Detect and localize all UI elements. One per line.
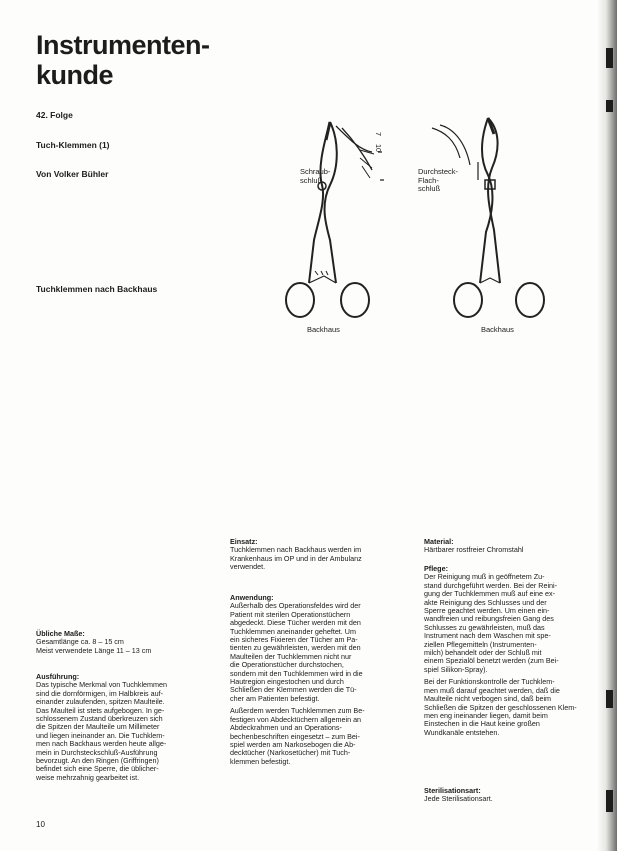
text-line: milch) behandelt oder der Schluß mit [424, 648, 542, 658]
text-line: Härtbarer rostfreier Chromstahl [424, 545, 524, 555]
column-care [424, 565, 604, 737]
size-mark: 10 [374, 144, 383, 152]
text-line: men eng ineinander liegen, damit beim [424, 710, 548, 720]
sterilization-heading: Sterilisationsart: [424, 786, 481, 795]
text-line: einander zulaufenden, spitzen Maulteile. [36, 697, 165, 707]
column-dimensions [36, 630, 216, 655]
application-heading: Anwendung: [230, 593, 274, 602]
label-line: schluß [418, 184, 441, 194]
text-line: abgedeckt. Diese Tücher werden mit den [230, 618, 361, 628]
text-line: akte Reinigung des Schlusses und der [424, 597, 547, 607]
text-line: sind die dornförmigen, im Halbkreis auf- [36, 688, 164, 698]
text-line: ziellen Pflegemitteln (Instrumenten- [424, 639, 537, 649]
text-line: Das typische Merkmal von Tuchklemmen [36, 680, 168, 690]
text-line: stand durchgeführt werden. Bei der Reini- [424, 580, 558, 590]
text-line: Tuchklemmen aneinander geheftet. Um [230, 626, 356, 636]
text-line: Schließen die Spitzen der geschlossenen Klem- [424, 702, 577, 712]
text-line: bevorzugt. An den Ringen (Griffringen) [36, 756, 159, 766]
column-design [36, 673, 221, 782]
text-line: cher am Patienten befestigt. [230, 693, 320, 703]
label-line: Durchsteck- [418, 167, 459, 176]
text-line: sondern mit den Tuchklemmen wird in die [230, 668, 363, 678]
text-line: die Operationstücher durchstochen, [230, 660, 344, 670]
text-line: weise mehrzahnig gearbeitet ist. [36, 772, 140, 782]
text-line: Abdeckrahmen und an Operations- [230, 723, 342, 733]
text-line: Das Maulteil ist stets aufgebogen. In ge- [36, 705, 165, 715]
title-line: Instrumenten- [36, 30, 210, 60]
column-application [230, 594, 415, 766]
text-line: mein in Durchsteckschluß-Ausführung [36, 747, 158, 757]
text-line: Schlusses zu gewährleisten, muß das [424, 622, 545, 632]
label-line: schluß [300, 175, 323, 185]
topic-label: Tuch-Klemmen (1) [36, 140, 110, 150]
dimensions-heading: Übliche Maße: [36, 629, 85, 638]
text-line: verwendet. [230, 562, 266, 572]
left-clamp-drawing [286, 122, 369, 317]
page-number: 10 [36, 820, 45, 829]
caption-right-clamp: Backhaus [481, 325, 514, 334]
text-line: bechenbeschriften eingesetzt – zum Bei- [230, 731, 360, 741]
text-line: Jede Sterilisationsart. [424, 794, 493, 804]
text-line: und liegen ineinander an. Die Tuchklem- [36, 730, 165, 740]
text-line: befindet sich eine Sperre, die üblicher- [36, 764, 159, 774]
text-line: Hautregion eingestochen und durch [230, 677, 344, 687]
text-line: spiel werden am Narkosebogen die Ab- [230, 739, 356, 749]
column-material [424, 538, 604, 555]
text-line: Einstechen in die Haut keine großen [424, 719, 540, 729]
material-heading: Material: [424, 537, 454, 546]
text-line: decktücher (Narkosetücher) mit Tuch- [230, 748, 351, 758]
label-line: Schraub- [300, 167, 331, 176]
caption-left-clamp: Backhaus [307, 325, 340, 334]
care-heading: Pflege: [424, 564, 448, 573]
label-line: Flach- [418, 175, 439, 185]
text-line: klemmen befestigt. [230, 756, 291, 766]
text-line: Bei der Funktionskontrolle der Tuchklem- [424, 677, 555, 687]
text-line: Gesamtlänge ca. 8 – 15 cm [36, 637, 124, 647]
text-line: festigen von Abdecktüchern allgemein an [230, 714, 362, 724]
usage-heading: Einsatz: [230, 537, 258, 546]
text-line: Tuchklemmen nach Backhaus werden im [230, 545, 362, 555]
text-line: Patient mit sterilen Operationstüchern [230, 609, 351, 619]
text-line: men muß darauf geachtet werden, daß die [424, 685, 560, 695]
text-line: ein sicheres Fixieren der Tücher am Pa- [230, 635, 358, 645]
text-line: Maulteile nicht verbogen sind, daß beim [424, 694, 552, 704]
design-heading: Ausführung: [36, 672, 80, 681]
text-line: die Spitzen der Maulteile um Millimeter [36, 722, 160, 732]
series-number: 42. Folge [36, 110, 73, 120]
text-line: schlossenem Zustand überkreuzen sich [36, 714, 163, 724]
text-line: Krankenhaus im OP und in der Ambulanz [230, 553, 362, 563]
size-mark: 7 [374, 132, 383, 136]
text-line: gung der Tuchklemmen muß auf eine ex- [424, 589, 556, 599]
text-line: tienten zu gewährleisten, werden mit den [230, 643, 361, 653]
text-line: Instrument nach dem Waschen mit spe- [424, 631, 551, 641]
text-line: einem Spezialöl benetzt werden (zum Bei- [424, 656, 559, 666]
column-usage [230, 538, 415, 572]
text-line: wandfreien und reibungsfreien Gang des [424, 614, 554, 624]
text-line: Meist verwendete Länge 11 – 13 cm [36, 645, 152, 655]
section-heading: Tuchklemmen nach Backhaus [36, 284, 158, 294]
text-line: Außerhalb des Operationsfeldes wird der [230, 601, 361, 611]
text-line: Sperre geachtet werden. Um einen ein- [424, 606, 550, 616]
right-clamp-drawing [454, 118, 544, 317]
title-line: kunde [36, 60, 114, 90]
text-line: Außerdem werden Tuchklemmen zum Be- [230, 706, 365, 716]
text-line: Maulteilen der Tuchklemmen nicht nur [230, 651, 352, 661]
text-line: spiel Silikon-Spray). [424, 664, 488, 674]
text-line: men nach Backhaus werden heute allge- [36, 739, 167, 749]
column-sterilization [424, 787, 604, 804]
label-screw-joint [300, 168, 330, 185]
text-line: Der Reinigung muß in geöffnetem Zu- [424, 572, 545, 582]
author-line: Von Volker Bühler [36, 169, 109, 179]
label-through-lock [418, 168, 458, 194]
text-line: Wundkanäle entstehen. [424, 727, 500, 737]
text-line: Schließen der Klemmen werden die Tü- [230, 685, 357, 695]
